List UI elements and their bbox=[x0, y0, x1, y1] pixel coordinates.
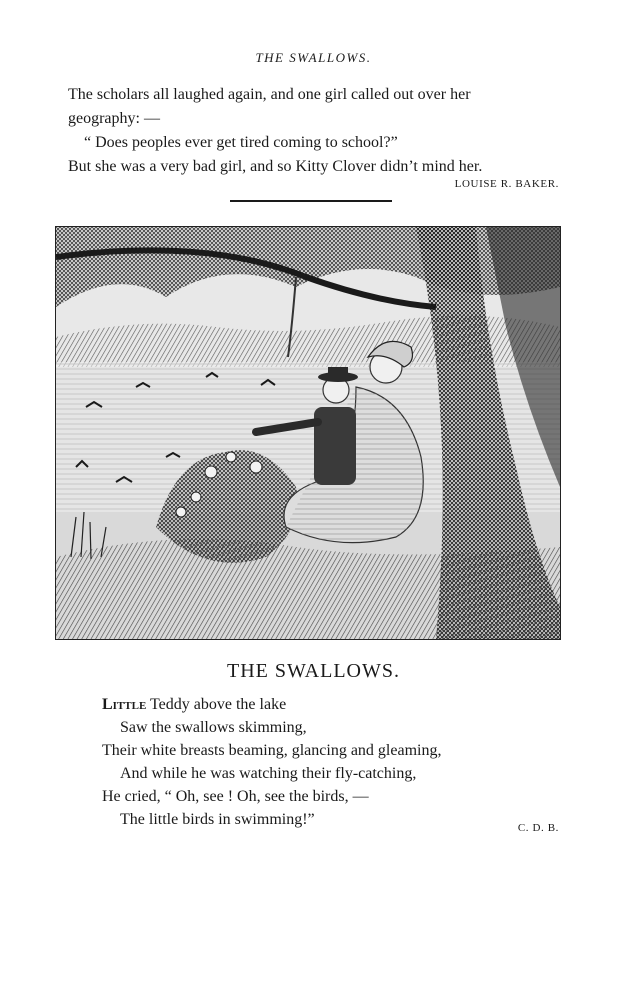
poem-author: C. D. B. bbox=[517, 822, 559, 834]
story-closing: But she was a very bad girl, and so Kitty Clover didn’t mind her. bbox=[68, 158, 483, 175]
poem-line: Saw the swallows skimming, bbox=[120, 719, 307, 736]
poem-line: And while he was watching their fly-catching, bbox=[120, 765, 417, 782]
story-line: geography: — bbox=[68, 110, 160, 127]
poem-body bbox=[102, 693, 552, 831]
river-bank bbox=[56, 539, 560, 639]
poem-line: He cried, “ Oh, see ! Oh, see the birds, — bbox=[102, 788, 369, 805]
engraving-drawing bbox=[56, 227, 560, 639]
engraving-illustration bbox=[55, 226, 561, 640]
poem-line bbox=[102, 693, 552, 716]
boy-body bbox=[314, 407, 356, 485]
section-divider bbox=[230, 200, 392, 202]
poem-title: THE SWALLOWS. bbox=[227, 660, 400, 682]
poem-line-rest: Teddy above the lake bbox=[146, 696, 287, 713]
poem-first-word: Little bbox=[102, 696, 147, 713]
running-title: THE SWALLOWS. bbox=[255, 50, 372, 65]
poem-line: The little birds in swimming!” bbox=[120, 811, 315, 828]
story-line: The scholars all laughed again, and one girl called out over her bbox=[68, 86, 471, 103]
story-paragraph bbox=[68, 83, 563, 179]
story-quote: “ Does peoples ever get tired coming to school?” bbox=[84, 134, 398, 151]
story-author: LOUISE R. BAKER. bbox=[454, 178, 559, 190]
poem-line: Their white breasts beaming, glancing and gleaming, bbox=[102, 742, 442, 759]
